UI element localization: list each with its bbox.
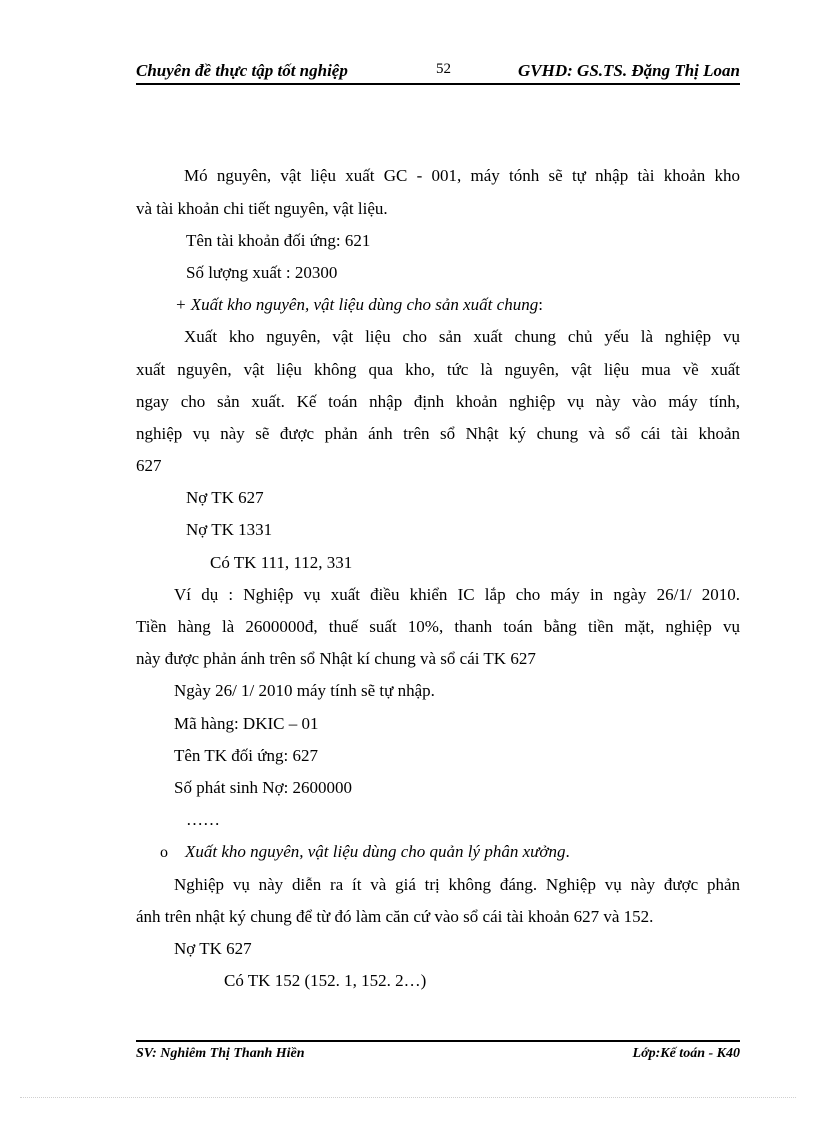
section-heading-colon: :: [538, 295, 543, 314]
header-supervisor: GVHD: GS.TS. Đặng Thị Loan: [518, 61, 740, 80]
paragraph-line: và tài khoản chi tiết nguyên, vật liệu.: [136, 199, 388, 218]
paragraph-line: Nghiệp vụ này diễn ra ít và giá trị không đáng. Nghiệp vụ này được phản: [174, 875, 740, 894]
paragraph-line: Tên tài khoản đối ứng: 621: [186, 231, 371, 250]
paragraph-line: Số phát sinh Nợ: 2600000: [174, 778, 353, 797]
paragraph-line: 627: [136, 456, 162, 475]
page-header: [136, 58, 740, 86]
journal-entry: Nợ TK 627: [186, 488, 264, 507]
paragraph-line: Mó nguyên, vật liệu xuất GC - 001, máy tónh sẽ tự nhập tài khoản kho: [184, 166, 740, 185]
paragraph-line: này được phản ánh trên sổ Nhật kí chung và sổ cái TK 627: [136, 649, 536, 668]
page-edge-divider: [20, 1097, 796, 1099]
bullet-icon: o: [160, 844, 168, 861]
paragraph-line: Tiền hàng là 2600000đ, thuế suất 10%, thanh toán bằng tiền mặt, nghiệp vụ: [136, 617, 740, 636]
section-heading-text: + Xuất kho nguyên, vật liệu dùng cho sản xuất chung: [175, 295, 539, 314]
paragraph-line: Xuất kho nguyên, vật liệu cho sản xuất chung chủ yếu là nghiệp vụ: [184, 327, 740, 346]
footer-class: Lớp:Kế toán - K40: [632, 1046, 740, 1061]
paragraph-line: Ví dụ : Nghiệp vụ xuất điều khiển IC lắp cho máy in ngày 26/1/ 2010.: [174, 585, 740, 604]
paragraph-line: Ngày 26/ 1/ 2010 máy tính sẽ tự nhập.: [174, 681, 435, 700]
page-number: 52: [436, 61, 451, 77]
paragraph-line: nghiệp vụ này sẽ được phản ánh trên sổ Nhật ký chung và sổ cái tài khoản: [136, 424, 740, 443]
header-rule: [136, 83, 740, 85]
footer-rule: [136, 1040, 740, 1042]
section-heading: [175, 295, 543, 315]
footer-student: SV: Nghiêm Thị Thanh Hiền: [136, 1046, 305, 1061]
ellipsis: ……: [186, 810, 220, 829]
page-footer: [136, 1046, 740, 1068]
paragraph-line: Tên TK đối ứng: 627: [174, 746, 318, 765]
journal-entry: Nợ TK 627: [174, 939, 252, 958]
journal-entry: Có TK 152 (152. 1, 152. 2…): [224, 971, 427, 990]
journal-entry: Nợ TK 1331: [186, 520, 273, 539]
paragraph-line: Số lượng xuất : 20300: [186, 263, 338, 282]
section-heading-period: .: [565, 842, 570, 861]
paragraph-line: Mã hàng: DKIC – 01: [174, 714, 319, 733]
paragraph-line: ánh trên nhật ký chung để từ đó làm căn cứ vào sổ cái tài khoản 627 và 152.: [136, 907, 654, 926]
paragraph-line: xuất nguyên, vật liệu không qua kho, tức là nguyên, vật liệu mua về xuất: [136, 360, 740, 379]
paragraph-line: ngay cho sản xuất. Kế toán nhập định khoản nghiệp vụ này vào máy tính,: [136, 392, 740, 411]
section-heading: [185, 842, 570, 862]
journal-entry: Có TK 111, 112, 331: [210, 553, 353, 572]
section-heading-text: Xuất kho nguyên, vật liệu dùng cho quản lý phân xưởng: [185, 842, 566, 861]
header-title: Chuyên đề thực tập tốt nghiệp: [136, 61, 348, 80]
